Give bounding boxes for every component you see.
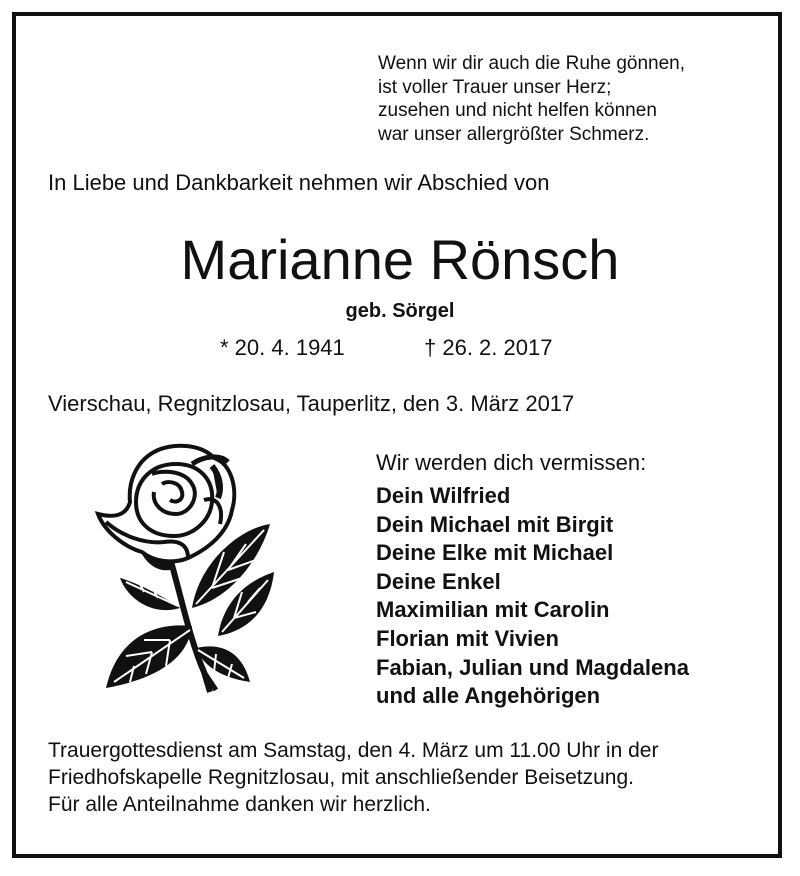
family-name: Florian mit Vivien (376, 625, 559, 651)
service-info (48, 737, 768, 818)
family-names (376, 482, 776, 711)
miss-line: Wir werden dich vermissen: (376, 450, 647, 475)
family-name: Deine Enkel (376, 568, 501, 594)
family-name: Maximilian mit Carolin (376, 597, 610, 623)
poem-line: ist voller Trauer unser Herz; (378, 76, 612, 98)
poem-line: Wenn wir dir auch die Ruhe gönnen, (378, 53, 686, 74)
family-name: Fabian, Julian und Magdalena (376, 654, 689, 680)
poem-line: zusehen und nicht helfen können (378, 100, 657, 121)
service-line: Friedhofskapelle Regnitzlosau, mit anschließender Beisetzung. (48, 766, 634, 789)
family-name: und alle Angehörigen (376, 683, 601, 709)
family-name: Dein Michael mit Birgit (376, 511, 614, 537)
maiden-name: geb. Sörgel (345, 300, 455, 322)
service-line: Trauergottesdienst am Samstag, den 4. März um 11.00 Uhr in der (48, 739, 659, 762)
place-and-date: Vierschau, Regnitzlosau, Tauperlitz, den 3. März 2017 (48, 391, 575, 416)
deceased-name: Marianne Rönsch (180, 228, 620, 291)
service-line: Für alle Anteilnahme danken wir herzlich. (48, 793, 431, 816)
birth-date: * 20. 4. 1941 (220, 335, 345, 360)
family-name: Deine Elke mit Michael (376, 540, 614, 566)
family-signatures (376, 450, 776, 711)
rose-icon (92, 440, 282, 700)
poem (378, 52, 768, 146)
family-name: Dein Wilfried (376, 483, 511, 508)
death-date: † 26. 2. 2017 (424, 335, 553, 360)
intro-text: In Liebe und Dankbarkeit nehmen wir Abschied von (48, 170, 550, 195)
poem-line: war unser allergrößter Schmerz. (378, 123, 650, 145)
